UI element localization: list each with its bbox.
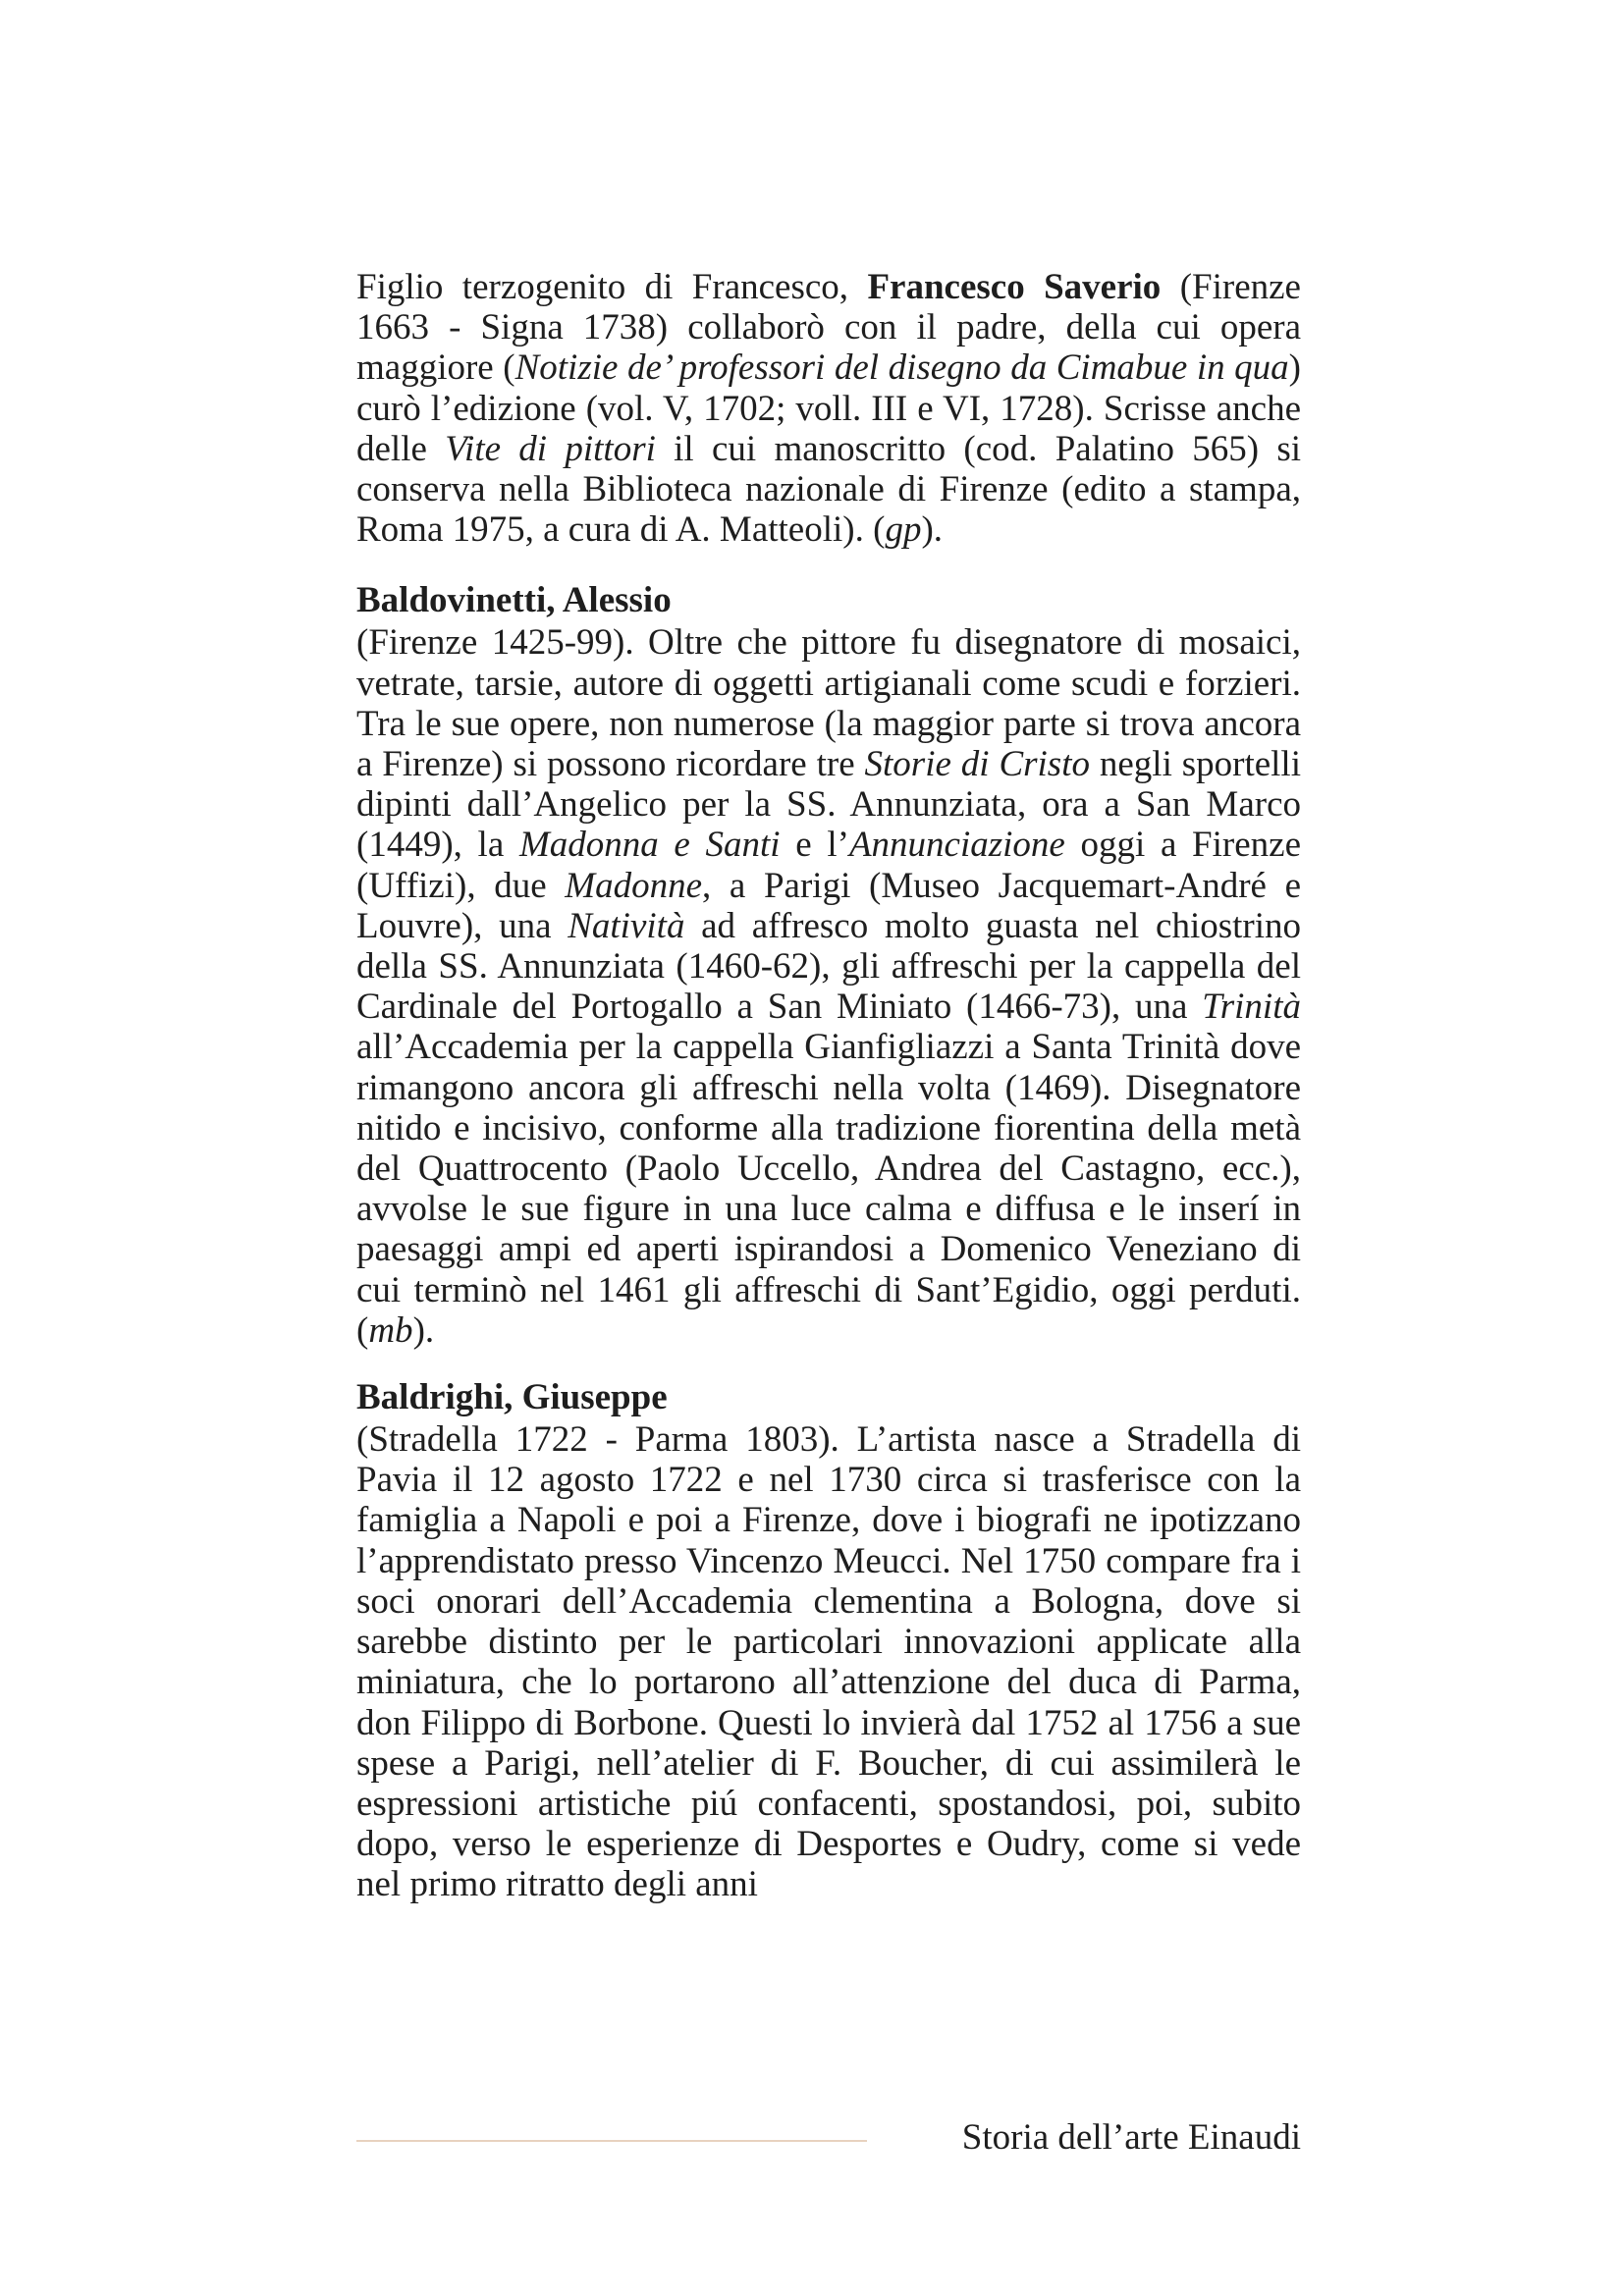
entry-body-baldovinetti	[356, 622, 1301, 1351]
entry-text: , a Parigi (Museo Jacquemart-André e Louvre), una	[356, 865, 1301, 946]
intro-person-name: Francesco Saverio	[867, 267, 1162, 307]
intro-text: ) curò l’edizione (vol. V, 1702; voll. III e VI, 1728). Scrisse anche delle	[356, 347, 1301, 469]
intro-paragraph	[356, 267, 1301, 550]
artwork-title: Natività	[568, 905, 685, 946]
footer-publication-title: Storia dell’arte Einaudi	[961, 2117, 1301, 2158]
entry-title-baldovinetti: Baldovinetti, Alessio	[356, 580, 672, 621]
entry-text: ).	[412, 1309, 435, 1351]
intro-text: (Firenze 1663 - Signa 1738) collaborò con il padre, della cui opera maggiore (	[356, 267, 1301, 389]
artwork-title: Trinità	[1202, 987, 1301, 1028]
entry-text: all’Accademia per la cappella Gianfigliazzi a Santa Trinità dove rimangono ancora gli affreschi nella volta (1469). Disegnatore nitido e incisivo, conforme alla tradizione fiorentina della metà del Quattrocento (Paolo Uccello, Andrea del Castagno, ecc.), avvolse le sue figure in una luce calma e diffusa e le inserí in paesaggi ampi ed aperti ispirandosi a Domenico Veneziano di cui terminò nel 1461 gli affreschi di Sant’Egidio, oggi perduti. (	[356, 1027, 1301, 1351]
artwork-title: Madonne	[565, 865, 703, 906]
footer-divider	[356, 2140, 867, 2142]
entry-text: (Firenze 1425-99). Oltre che pittore fu disegnatore di mosaici, vetrate, tarsie, autore di oggetti artigianali come scudi e forzieri. Tra le sue opere, non numerose (la maggior parte si trova ancora a Firenze) si possono ricordare tre	[356, 622, 1301, 785]
intro-work-title: Vite di pittori	[445, 428, 656, 469]
entry-text: ad affresco molto guasta nel chiostrino della SS. Annunziata (1460-62), gli affreschi per la cappella del Cardinale del Portogallo a San Miniato (1466-73), una	[356, 905, 1301, 1028]
page-body	[356, 267, 1301, 1905]
entry-body-baldrighi: (Stradella 1722 - Parma 1803). L’artista nasce a Stradella di Pavia il 12 agosto 1722 e nel 1730 circa si trasferisce con la famiglia a Napoli e poi a Firenze, dove i biografi ne ipotizzano l’apprendistato presso Vincenzo Meucci. Nel 1750 compare fra i soci onorari dell’Accademia clementina a Bologna, dove si sarebbe distinto per le particolari innovazioni applicate alla miniatura, che lo portarono all’attenzione del duca di Parma, don Filippo di Borbone. Questi lo invierà dal 1752 al 1756 a sue spese a Parigi, nell’atelier di F. Boucher, di cui assimilerà le espressioni artistiche piú confacenti, spostandosi, poi, subito dopo, verso le esperienze di Desportes e Oudry, come si vede nel primo ritratto degli anni	[356, 1419, 1301, 1905]
entry-text: oggi a Firenze (Uffizi), due	[356, 825, 1301, 906]
artwork-title: Annunciazione	[848, 825, 1065, 866]
entry-author-initials: mb	[368, 1309, 413, 1351]
artwork-title: Storie di Cristo	[864, 744, 1090, 785]
entry-text: e l’	[780, 825, 849, 866]
artwork-title: Madonna e Santi	[518, 825, 781, 866]
intro-author-initials: gp	[885, 509, 922, 551]
intro-work-title: Notizie de’ professori del disegno da Cimabue in qua	[514, 347, 1289, 389]
entry-text: negli sportelli dipinti dall’Angelico per la SS. Annunziata, ora a San Marco (1449), la	[356, 744, 1301, 866]
intro-text: il cui manoscritto (cod. Palatino 565) si conserva nella Biblioteca nazionale di Firenze (edito a stampa, Roma 1975, a cura di A. Matteoli). (	[356, 428, 1302, 551]
intro-text: ).	[921, 509, 944, 551]
intro-text: Figlio terzogenito di Francesco,	[356, 267, 868, 307]
entry-title-baldrighi: Baldrighi, Giuseppe	[356, 1377, 668, 1418]
